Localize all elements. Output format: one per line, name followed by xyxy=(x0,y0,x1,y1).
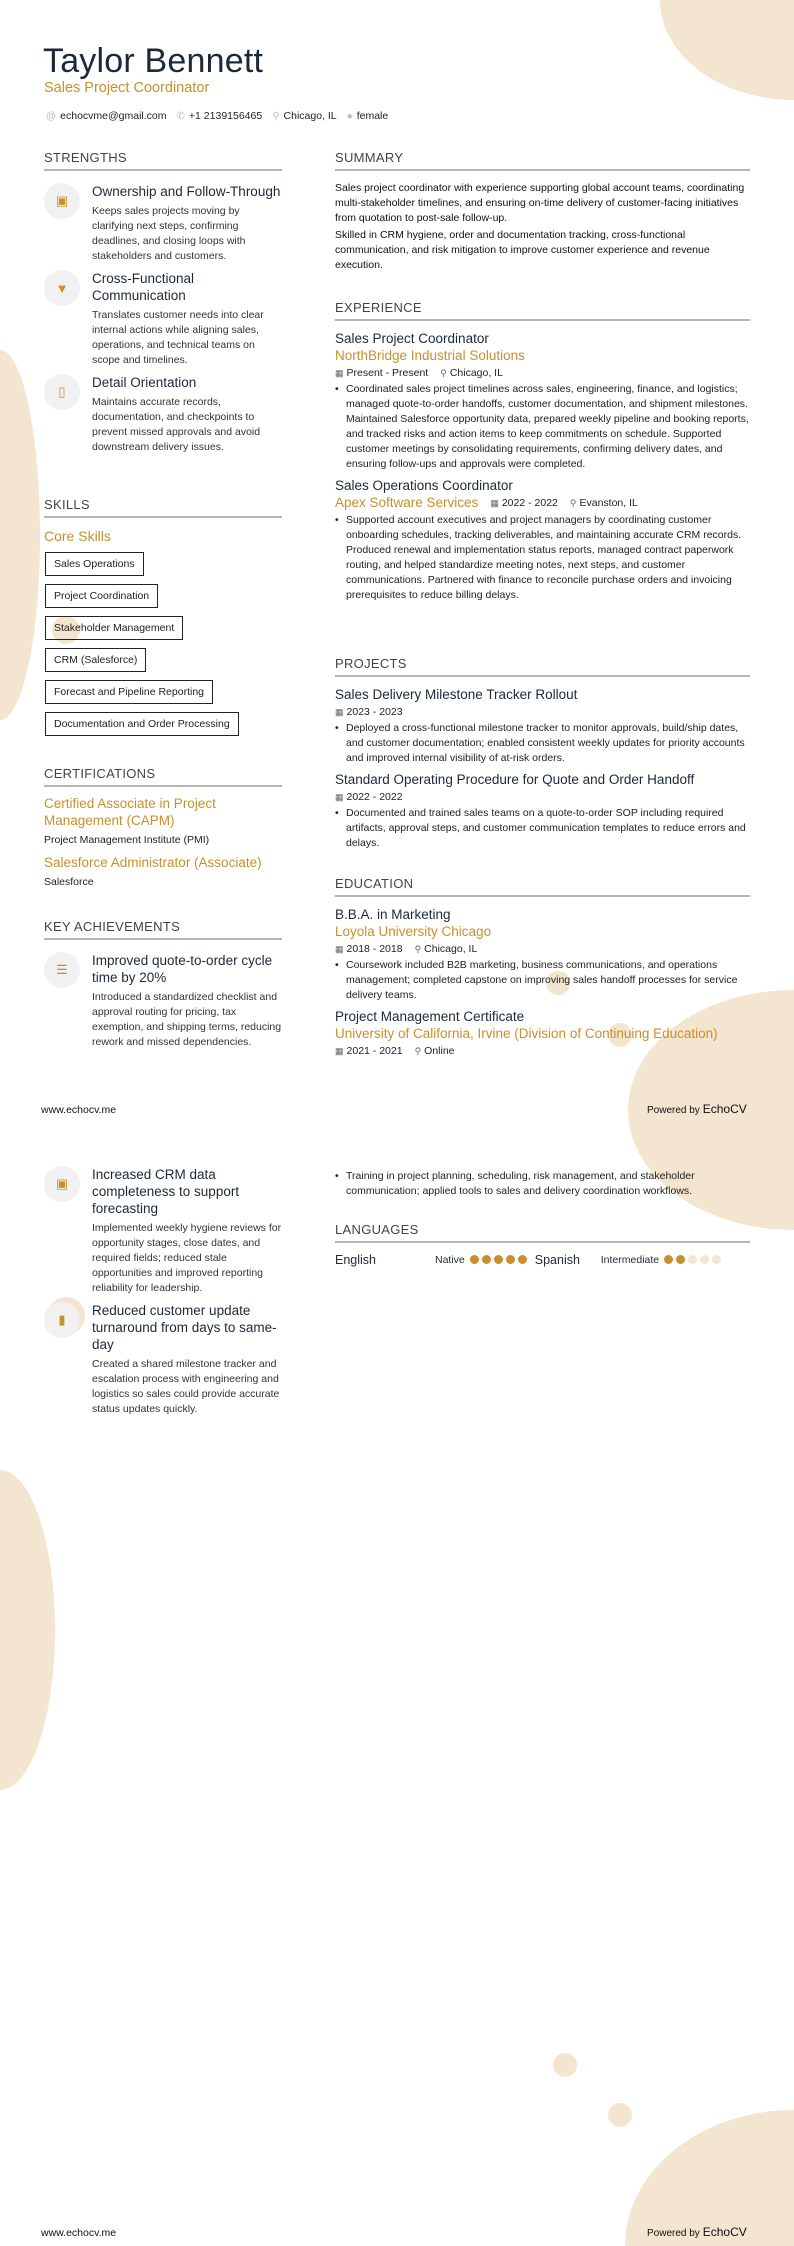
achievement-title: Increased CRM data completeness to support forecasting xyxy=(92,1167,240,1216)
project-dates: 2022 - 2022 xyxy=(346,791,403,803)
map-pin-icon: ⚲ xyxy=(440,368,447,378)
message-icon: ▼ xyxy=(44,270,80,306)
section-heading: EXPERIENCE xyxy=(335,300,750,321)
languages-section xyxy=(335,1222,750,1267)
achievements-section xyxy=(44,919,282,1056)
school-name: University of California, Irvine (Division of Continuing Education) xyxy=(335,1026,718,1041)
projects-section xyxy=(335,656,750,851)
location: ⚲ Chicago, IL xyxy=(272,110,337,122)
achievement-item xyxy=(44,1166,282,1296)
edu-dates: 2021 - 2021 xyxy=(346,1045,403,1057)
footer-site-link[interactable]: www.echocv.me xyxy=(41,1104,117,1116)
job-entry xyxy=(335,478,750,603)
footer-site-link[interactable]: www.echocv.me xyxy=(41,2227,117,2239)
edu-location: Chicago, IL xyxy=(424,943,478,955)
section-heading: EDUCATION xyxy=(335,876,750,897)
strength-desc: Maintains accurate records, documentation, and checkpoints to prevent missed approvals and avoid downstream delivery issues. xyxy=(92,396,261,453)
calendar-icon: ▦ xyxy=(335,368,344,378)
strength-title: Cross-Functional Communication xyxy=(92,271,195,303)
calendar-icon: ▦ xyxy=(335,792,344,802)
rating-dot xyxy=(688,1255,697,1264)
rating-dot xyxy=(664,1255,673,1264)
strength-item xyxy=(44,374,282,455)
skill-tag: Sales Operations xyxy=(45,552,144,576)
decor-blob xyxy=(0,1470,55,1790)
job-title: Sales Project Coordinator xyxy=(335,331,489,346)
phone-icon: ✆ xyxy=(176,111,185,122)
skills-section xyxy=(44,497,282,740)
decor-blob xyxy=(0,350,40,720)
edu-bullet: • Coursework included B2B marketing, business communications, and operations management; completed capstone on improving sales handoff processes for service delivery teams. xyxy=(335,958,750,1003)
job-location: Evanston, IL xyxy=(579,496,638,509)
education-section xyxy=(335,876,750,1057)
map-pin-icon: ⚲ xyxy=(414,1046,422,1056)
summary-text: Skilled in CRM hygiene, order and documentation tracking, cross-functional communication, and risk mitigation to improve customer experience and revenue execution. xyxy=(335,229,710,271)
language-level: Intermediate xyxy=(600,1254,660,1266)
section-heading: STRENGTHS xyxy=(44,150,282,171)
decor-blob xyxy=(608,2103,632,2127)
phone: ✆ +1 2139156465 xyxy=(176,110,263,122)
calendar-icon: ▦ xyxy=(335,707,344,717)
language-level: Native xyxy=(435,1254,465,1266)
project-title: Standard Operating Procedure for Quote and Order Handoff xyxy=(335,772,695,787)
skill-tag: Forecast and Pipeline Reporting xyxy=(45,680,213,704)
degree: B.B.A. in Marketing xyxy=(335,907,451,922)
candidate-title: Sales Project Coordinator xyxy=(44,80,210,96)
job-title: Sales Operations Coordinator xyxy=(335,478,513,493)
summary-section xyxy=(335,150,750,273)
job-dates: 2022 - 2022 xyxy=(501,496,558,509)
company-name: Apex Software Services xyxy=(335,495,479,510)
achievement-item xyxy=(44,952,282,1050)
calendar-icon: ▦ xyxy=(335,944,344,954)
summary-text: Sales project coordinator with experience supporting global account teams, coordinating multi-stakeholder timelines, and ensuring on-time delivery of customer-facing initiatives from quotation to post-sale follow-up. xyxy=(335,182,745,224)
rating-dot xyxy=(470,1255,479,1264)
rating-dot xyxy=(494,1255,503,1264)
job-bullet: • Supported account executives and project managers by coordinating customer onboarding schedules, tracking deliverables, and maintaining accurate CRM records. Produced renewal and implementation status reports, managed contract paperwork routing, and helped standardize meeting notes, next steps, and customer communications. Partnered with finance to reconcile purchase orders and invoicing prerequisites to reduce billing delays. xyxy=(335,513,750,603)
powered-label: Powered by xyxy=(647,2228,700,2239)
project-bullet: • Documented and trained sales teams on a quote-to-order SOP including required artifacts, approval steps, and customer communication templates to reduce errors and delays. xyxy=(335,806,750,851)
job-location: Chicago, IL xyxy=(449,367,503,379)
rating-dot xyxy=(676,1255,685,1264)
certifications-section xyxy=(44,766,282,888)
at-icon: @ xyxy=(46,111,57,122)
project-dates: 2023 - 2023 xyxy=(346,706,403,718)
skill-tag: Project Coordination xyxy=(45,584,158,608)
powered-by[interactable] xyxy=(647,2225,747,2239)
cert-name: Salesforce Administrator (Associate) xyxy=(44,855,262,870)
degree: Project Management Certificate xyxy=(335,1009,525,1024)
email[interactable]: @ echocvme@gmail.com xyxy=(46,110,167,122)
cert-issuer: Project Management Institute (PMI) xyxy=(44,834,210,846)
edu-location: Online xyxy=(424,1045,455,1057)
language-rating-spanish xyxy=(661,1253,721,1267)
decor-blob xyxy=(553,2053,577,2077)
strength-item xyxy=(44,270,282,368)
achievement-desc: Created a shared milestone tracker and escalation process with engineering and logistics so sales could provide accurate status updates quickly. xyxy=(92,1358,280,1415)
user-icon: ● xyxy=(346,111,353,122)
experience-section xyxy=(335,300,750,603)
rating-dot xyxy=(518,1255,527,1264)
section-heading: SKILLS xyxy=(44,497,282,518)
education-continued xyxy=(335,1166,750,1199)
decor-blob xyxy=(660,0,794,100)
achievement-desc: Implemented weekly hygiene reviews for opportunity stages, close dates, and required fields; reduced stale opportunities and improved reporting reliability for leadership. xyxy=(92,1222,282,1294)
powered-by[interactable] xyxy=(647,1102,747,1116)
strengths-section xyxy=(44,150,282,461)
tablet-icon: ▯ xyxy=(44,374,80,410)
strength-desc: Translates customer needs into clear internal actions while aligning sales, operations, and technical teams on scope and timelines. xyxy=(92,309,264,366)
achievements-continued xyxy=(44,1166,282,1423)
school-name: Loyola University Chicago xyxy=(335,924,492,939)
achievement-title: Reduced customer update turnaround from days to same-day xyxy=(92,1303,277,1352)
section-heading: SUMMARY xyxy=(335,150,750,171)
candidate-name: Taylor Bennett xyxy=(43,42,264,80)
project-title: Sales Delivery Milestone Tracker Rollout xyxy=(335,687,578,702)
map-pin-icon: ⚲ xyxy=(414,944,422,954)
strength-item xyxy=(44,183,282,264)
strength-title: Ownership and Follow-Through xyxy=(92,184,281,199)
company-name: NorthBridge Industrial Solutions xyxy=(335,348,525,363)
cert-issuer: Salesforce xyxy=(44,876,94,888)
strength-desc: Keeps sales projects moving by clarifying next steps, confirming deadlines, and closing loops with stakeholders and customers. xyxy=(92,205,246,262)
skill-tag: Stakeholder Management xyxy=(45,616,183,640)
language-name: English xyxy=(335,1253,376,1267)
section-heading: PROJECTS xyxy=(335,656,750,677)
achievement-item xyxy=(44,1302,282,1417)
section-heading: KEY ACHIEVEMENTS xyxy=(44,919,282,940)
edu-bullet: • Training in project planning, scheduling, risk management, and stakeholder communication; applied tools to sales and delivery coordination workflows. xyxy=(335,1169,750,1199)
rating-dot xyxy=(506,1255,515,1264)
section-heading: LANGUAGES xyxy=(335,1222,750,1243)
job-entry xyxy=(335,331,750,472)
achievement-title: Improved quote-to-order cycle time by 20% xyxy=(92,953,273,985)
skill-tag: Documentation and Order Processing xyxy=(45,712,239,736)
job-dates: Present - Present xyxy=(346,367,429,379)
gender: ● female xyxy=(346,110,389,122)
terminal-icon: ▣ xyxy=(44,183,80,219)
chip-icon: ▣ xyxy=(44,1166,80,1202)
contact-info xyxy=(46,110,388,122)
rating-dot xyxy=(712,1255,721,1264)
calendar-icon: ▦ xyxy=(490,497,499,508)
skill-group-title: Core Skills xyxy=(44,528,111,544)
powered-label: Powered by xyxy=(647,1105,700,1116)
edu-dates: 2018 - 2018 xyxy=(346,943,403,955)
strength-title: Detail Orientation xyxy=(92,375,197,390)
map-pin-icon: ⚲ xyxy=(272,111,280,122)
map-pin-icon: ⚲ xyxy=(569,497,577,508)
achievement-desc: Introduced a standardized checklist and approval routing for pricing, tax exemption, and shipping terms, reducing rework and missed dependencies. xyxy=(92,991,282,1048)
brand-name: EchoCV xyxy=(702,1102,747,1116)
job-bullet: • Coordinated sales project timelines across sales, engineering, finance, and logistics; managed quote-to-order handoffs, customer documentation, and shipment milestones. Maintained Salesforce opportunity data, prepared weekly pipeline and booking reports, and tracked risks and action items to keep commitments on schedule. Supported customer meetings by consolidating requirements, confirming delivery dates, and ensuring follow-ups and approvals were completed. xyxy=(335,382,750,472)
calendar-icon: ▦ xyxy=(335,1046,344,1056)
brand-name: EchoCV xyxy=(702,2225,747,2239)
skill-tag: CRM (Salesforce) xyxy=(45,648,146,672)
list-icon: ☰ xyxy=(44,952,80,988)
project-bullet: • Deployed a cross-functional milestone tracker to monitor approvals, build/ship dates, and customer documentation; enabled consistent weekly updates for priority accounts and improved internal visibility of at-risk orders. xyxy=(335,721,750,766)
rating-dot xyxy=(700,1255,709,1264)
language-name: Spanish xyxy=(534,1253,580,1267)
cert-name: Certified Associate in Project Management (CAPM) xyxy=(44,796,216,828)
language-rating-english xyxy=(467,1253,527,1267)
section-heading: CERTIFICATIONS xyxy=(44,766,282,787)
bar-chart-icon: ▮ xyxy=(44,1302,80,1338)
rating-dot xyxy=(482,1255,491,1264)
